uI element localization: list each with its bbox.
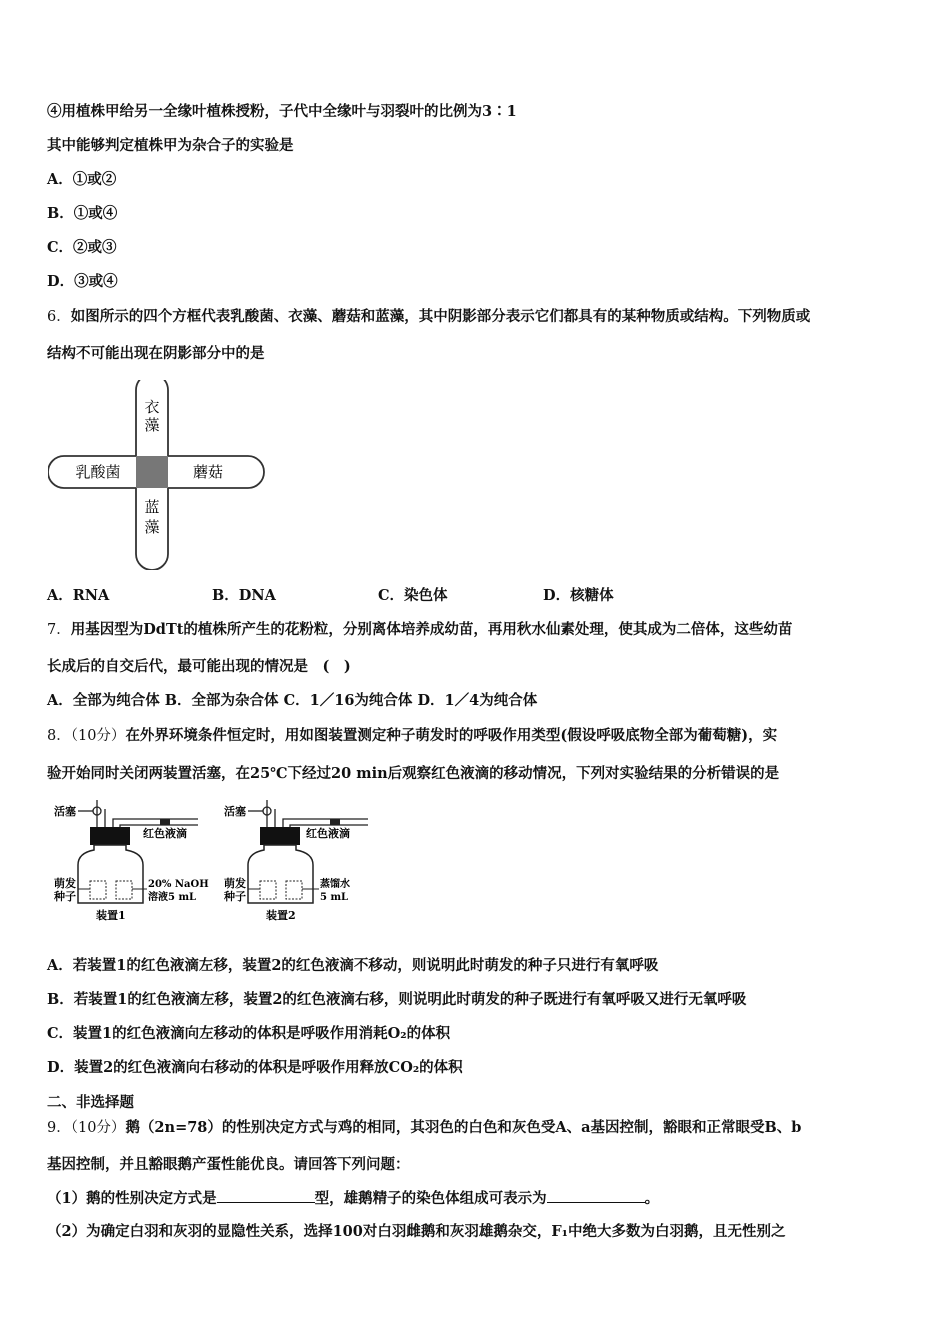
svg-text:种子: 种子: [224, 890, 246, 903]
q6-line2: 结构不可能出现在阴影部分中的是: [47, 345, 265, 362]
q6-option-b: B．DNA: [212, 587, 276, 604]
red-droplet-2: [330, 819, 340, 825]
shaded-overlap: [136, 456, 168, 488]
flask-2: [248, 845, 313, 903]
seed-cup-2: [260, 881, 276, 899]
label-right: 蘑菇: [192, 463, 224, 481]
q9-line1: 9．（10分）鹅（2n=78）的性别决定方式与鸡的相同，其羽色的白色和灰色受A、a基因控制，豁眼和正常眼受B、b: [47, 1119, 802, 1136]
answer-blank-1[interactable]: [217, 1188, 315, 1203]
stopper-2: [260, 827, 300, 845]
q9-line2: 基因控制，并且豁眼鹅产蛋性能优良。请回答下列问题：: [47, 1156, 410, 1173]
q8-number: 8．（10分）: [47, 728, 126, 744]
q8-option-b: B．若装置1的红色液滴左移，装置2的红色液滴右移，则说明此时萌发的种子既进行有氧呼吸又进行无氧呼吸: [47, 991, 747, 1008]
label-lanzao-1: 蓝: [144, 498, 160, 516]
q5-stem: 其中能够判定植株甲为杂合子的实验是: [47, 137, 294, 154]
droplet-label-2: 红色液滴: [306, 827, 350, 840]
flask-1: [78, 845, 143, 903]
solution-cup-1: [116, 881, 132, 899]
svg-text:萌发: 萌发: [54, 877, 76, 890]
svg-text:种子: 种子: [54, 890, 76, 903]
q5-option-b: B．①或④: [47, 205, 118, 222]
device1-label: 装置1: [96, 909, 126, 922]
q8-option-c: C．装置1的红色液滴向左移动的体积是呼吸作用消耗O₂的体积: [47, 1025, 451, 1042]
stopper-1: [90, 827, 130, 845]
q5-item4: ④用植株甲给另一全缘叶植株授粉，子代中全缘叶与羽裂叶的比例为3∶1: [47, 103, 517, 120]
side-tube-2: [283, 819, 368, 827]
q9-number: 9．（10分）: [47, 1120, 126, 1136]
q5-option-d: D．③或④: [47, 273, 118, 290]
svg-text:蒸馏水: 蒸馏水: [320, 879, 350, 890]
q8-line2: 验开始同时关闭两装置活塞，在25℃下经过20 min后观察红色液滴的移动情况，下列对实验结果的分析错误的是: [47, 765, 780, 782]
label-yizao-2: 藻: [144, 416, 160, 434]
q8-option-d: D．装置2的红色液滴向右移动的体积是呼吸作用释放CO₂的体积: [47, 1059, 463, 1076]
q7-number: 7．: [47, 622, 71, 638]
red-droplet-1: [160, 819, 170, 825]
droplet-label-1: 红色液滴: [143, 827, 187, 840]
svg-text:20% NaOH: 20% NaOH: [148, 879, 209, 890]
q6-line1: 6．如图所示的四个方框代表乳酸菌、衣藻、蘑菇和蓝藻，其中阴影部分表示它们都具有的某种物质或结构。下列物质或: [47, 308, 811, 325]
q9-sub1: （1）鹅的性别决定方式是 型，雄鹅精子的染色体组成可表示为 。: [47, 1190, 660, 1207]
q5-option-a: A．①或②: [47, 171, 117, 188]
q6-option-c: C．染色体: [378, 587, 448, 604]
q7-options: A．全部为纯合体 B．全部为杂合体 C．1／16为纯合体 D．1／4为纯合体: [47, 692, 538, 709]
q7-line1: 7．用基因型为DdTt的植株所产生的花粉粒，分别离体培养成幼苗，再用秋水仙素处理，使其成为二倍体，这些幼苗: [47, 621, 793, 638]
q7-line2: 长成后的自交后代，最可能出现的情况是 ( ): [47, 658, 351, 675]
device-2: [223, 800, 368, 922]
label-lanzao-2: 藻: [144, 518, 160, 536]
q5-option-c: C．②或③: [47, 239, 117, 256]
q6-number: 6．: [47, 309, 71, 325]
q6-cross-diagram: [48, 380, 268, 570]
device-1: [53, 800, 209, 922]
answer-blank-2[interactable]: [547, 1188, 645, 1203]
stopcock-label-1: 活塞: [54, 805, 76, 818]
svg-text:萌发: 萌发: [224, 877, 246, 890]
q6-option-a: A．RNA: [47, 587, 110, 604]
q8-line1: 8．（10分）在外界环境条件恒定时，用如图装置测定种子萌发时的呼吸作用类型(假设呼吸底物全部为葡萄糖)，实: [47, 727, 778, 744]
q8-apparatus-diagram: [48, 795, 378, 925]
q8-option-a: A．若装置1的红色液滴左移，装置2的红色液滴不移动，则说明此时萌发的种子只进行有氧呼吸: [47, 957, 659, 974]
svg-text:5 mL: 5 mL: [320, 892, 349, 903]
device2-label: 装置2: [266, 909, 296, 922]
stopcock-label-2: 活塞: [224, 805, 246, 818]
label-left: 乳酸菌: [75, 463, 121, 481]
label-yizao-1: 衣: [144, 398, 160, 416]
section-heading: 二、非选择题: [47, 1094, 134, 1111]
q6-option-d: D．核糖体: [543, 587, 614, 604]
water-cup-2: [286, 881, 302, 899]
svg-text:溶液5 mL: 溶液5 mL: [148, 892, 197, 903]
side-tube-1: [113, 819, 198, 827]
q9-sub2: （2）为确定白羽和灰羽的显隐性关系，选择100对白羽雌鹅和灰羽雄鹅杂交，F₁中绝大多数为白羽鹅，且无性别之: [47, 1223, 786, 1240]
seed-cup-1: [90, 881, 106, 899]
